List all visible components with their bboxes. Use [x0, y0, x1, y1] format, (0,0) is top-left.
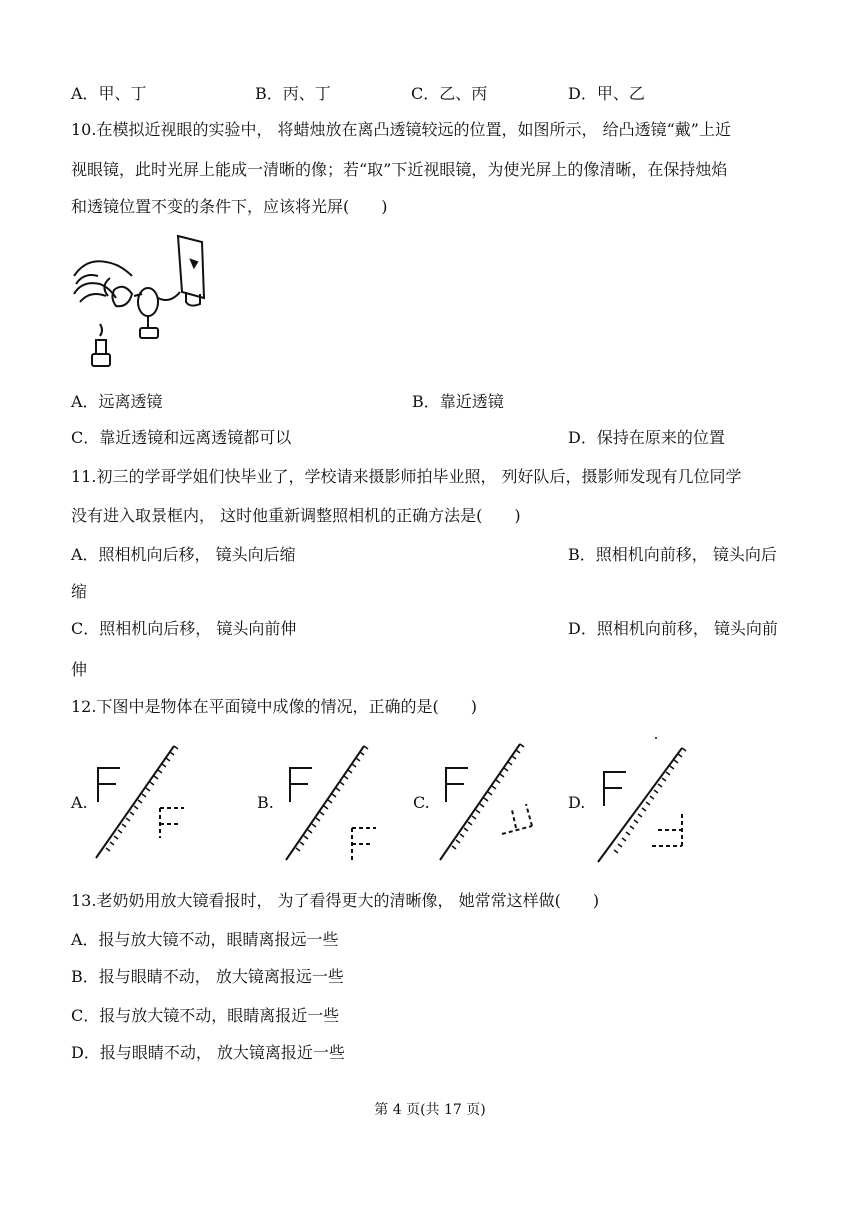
q12-label-a: A.	[71, 793, 88, 812]
q12-figure-c	[432, 740, 536, 862]
q11-option-c: C．照相机向后移， 镜头向前伸	[71, 619, 297, 638]
q11-stem-line1: 11.初三的学哥学姐们快毕业了，学校请来摄影师拍毕业照， 列好队后，摄影师发现有几位同学	[71, 467, 742, 486]
q11-option-d: D．照相机向前移， 镜头向前	[568, 619, 778, 638]
q12-label-c: C.	[413, 793, 430, 812]
q11-option-d-wrap: 伸	[71, 660, 88, 679]
q9-option-a: A．甲、丁	[71, 84, 147, 103]
q11-option-a: A．照相机向后移， 镜头向后缩	[71, 545, 296, 564]
q10-option-b: B．靠近透镜	[412, 392, 504, 411]
q10-stem-line2: 视眼镜，此时光屏上能成一清晰的像；若“取”下近视眼镜，为使光屏上的像清晰，在保持烛焰	[71, 160, 728, 179]
q12-stem: 12.下图中是物体在平面镜中成像的情况，正确的是( )	[71, 697, 477, 716]
q13-stem: 13.老奶奶用放大镜看报时， 为了看得更大的清晰像， 她常常这样做( )	[71, 891, 600, 910]
q10-stem-line1: 10.在模拟近视眼的实验中， 将蜡烛放在离凸透镜较远的位置，如图所示， 给凸透镜“戴”上近	[71, 120, 731, 139]
q12-label-b: B.	[257, 793, 274, 812]
page-number-footer: 第 4 页(共 17 页)	[374, 1102, 486, 1118]
q11-stem-line2: 没有进入取景框内， 这时他重新调整照相机的正确方法是( )	[71, 506, 521, 525]
q13-option-b: B．报与眼睛不动， 放大镜离报远一些	[71, 967, 344, 986]
q10-option-d: D．保持在原来的位置	[568, 428, 725, 447]
q13-option-c: C．报与放大镜不动，眼睛离报近一些	[71, 1006, 340, 1025]
q9-option-b: B．丙、丁	[255, 84, 331, 103]
q10-option-a: A．远离透镜	[71, 392, 163, 411]
q12-figure-b	[278, 740, 384, 862]
q11-option-b-wrap: 缩	[71, 582, 88, 601]
q12-label-d: D.	[568, 793, 586, 812]
q9-option-d: D．甲、乙	[568, 84, 645, 103]
q10-option-c: C．靠近透镜和远离透镜都可以	[71, 428, 292, 447]
q12-figure-d	[590, 736, 694, 864]
q13-option-d: D．报与眼睛不动， 放大镜离报近一些	[71, 1043, 345, 1062]
q12-figure-a	[90, 740, 190, 862]
q9-option-c: C．乙、丙	[411, 84, 488, 103]
q10-stem-line3: 和透镜位置不变的条件下，应该将光屏( )	[71, 197, 388, 216]
q10-figure-candle-lens-screen	[70, 232, 220, 372]
q13-option-a: A．报与放大镜不动，眼睛离报远一些	[71, 930, 339, 949]
q11-option-b: B．照相机向前移， 镜头向后	[568, 545, 777, 564]
